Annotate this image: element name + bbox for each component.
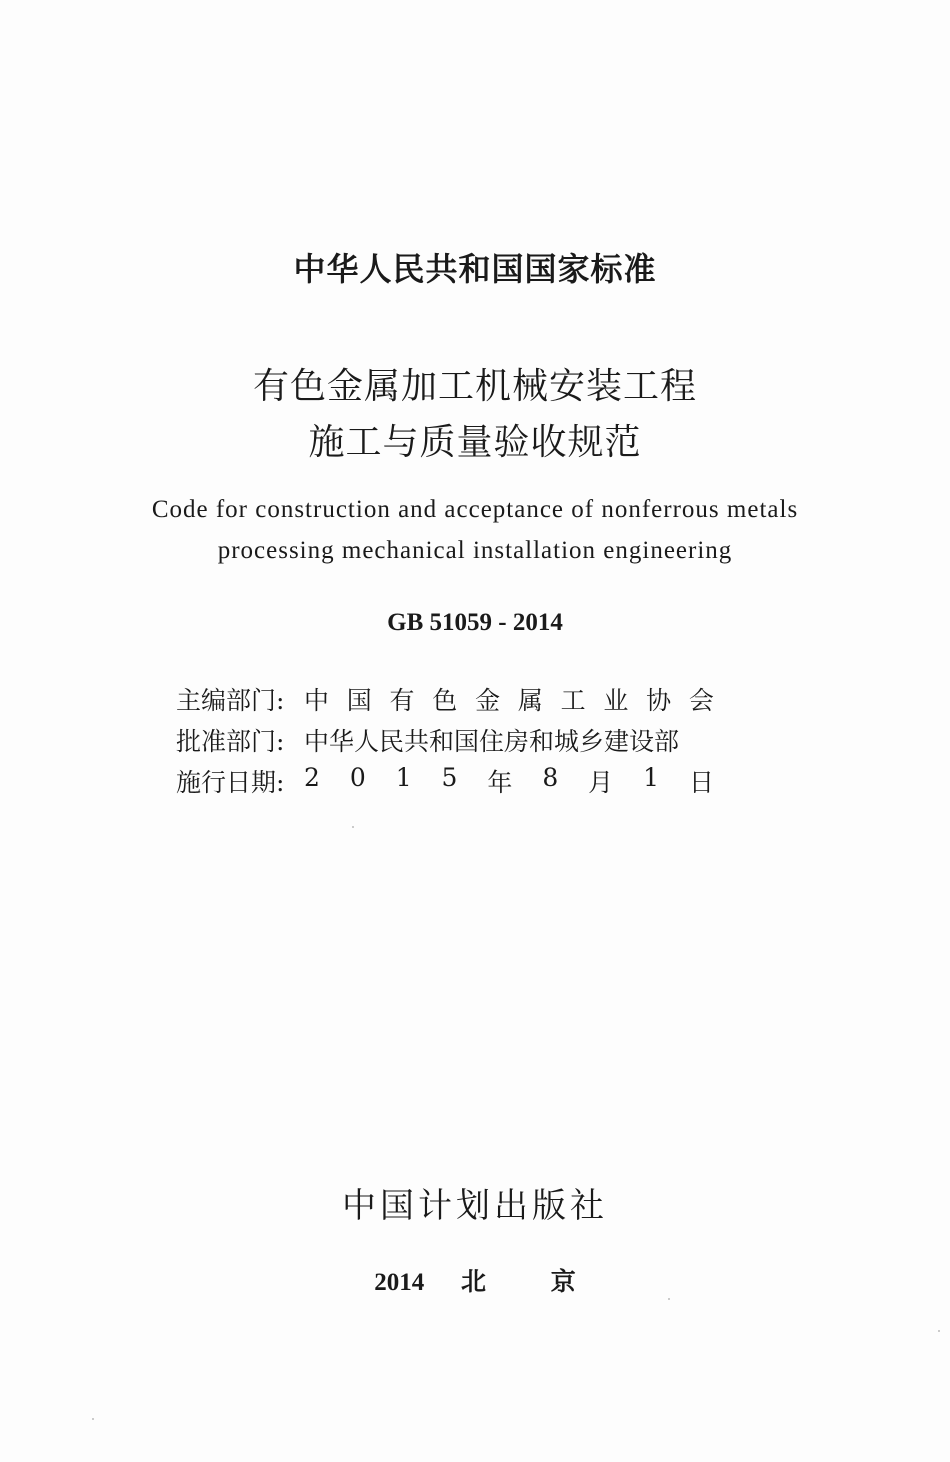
date-char: 月	[588, 767, 614, 797]
publisher-name: 中国计划出版社	[342, 1186, 608, 1226]
date-char: 1	[643, 762, 660, 792]
imprint-city-char-1: 北	[460, 1267, 486, 1296]
editor-char: 有	[389, 685, 415, 715]
date-char: 0	[349, 762, 366, 792]
scan-speck	[92, 1418, 94, 1420]
effective-date-row	[176, 760, 736, 801]
editor-char: 金	[475, 685, 501, 715]
scan-speck	[938, 1330, 940, 1332]
date-char: 年	[487, 767, 513, 797]
national-standard-heading: 中华人民共和国国家标准	[293, 250, 657, 288]
effective-date-label: 施行日期:	[176, 767, 285, 797]
imprint-city-char-2: 京	[550, 1267, 576, 1296]
english-title-line-2: processing mechanical installation engineering	[217, 537, 733, 564]
editor-value	[304, 681, 714, 717]
editor-char: 中	[304, 685, 330, 715]
english-title-line-1: Code for construction and acceptance of nonferrous metals	[151, 496, 799, 523]
chinese-title-line-1: 有色金属加工机械安装工程	[252, 366, 697, 407]
date-char: 1	[395, 762, 412, 792]
approver-row	[176, 719, 736, 760]
editor-row	[176, 678, 736, 719]
effective-date-value	[304, 763, 714, 799]
editor-char: 工	[560, 685, 586, 715]
approver-value: 中华人民共和国住房和城乡建设部	[304, 726, 680, 756]
imprint-line	[0, 1262, 950, 1298]
editor-label: 主编部门:	[176, 685, 285, 715]
editor-char: 国	[346, 685, 372, 715]
chinese-title-line-2: 施工与质量验收规范	[308, 422, 642, 463]
date-char: 2	[304, 762, 320, 792]
info-block	[176, 678, 736, 801]
scan-speck	[352, 826, 354, 828]
imprint-year: 2014	[374, 1269, 425, 1296]
date-char: 5	[441, 762, 458, 792]
editor-char: 会	[688, 685, 714, 715]
editor-char: 属	[517, 685, 543, 715]
approver-label: 批准部门:	[176, 726, 285, 756]
standard-code: GB 51059 - 2014	[387, 609, 563, 636]
date-char: 日	[688, 767, 714, 797]
editor-char: 色	[432, 685, 458, 715]
scan-speck	[668, 1298, 670, 1300]
date-char: 8	[542, 762, 559, 792]
editor-char: 业	[603, 685, 629, 715]
editor-char: 协	[646, 685, 672, 715]
